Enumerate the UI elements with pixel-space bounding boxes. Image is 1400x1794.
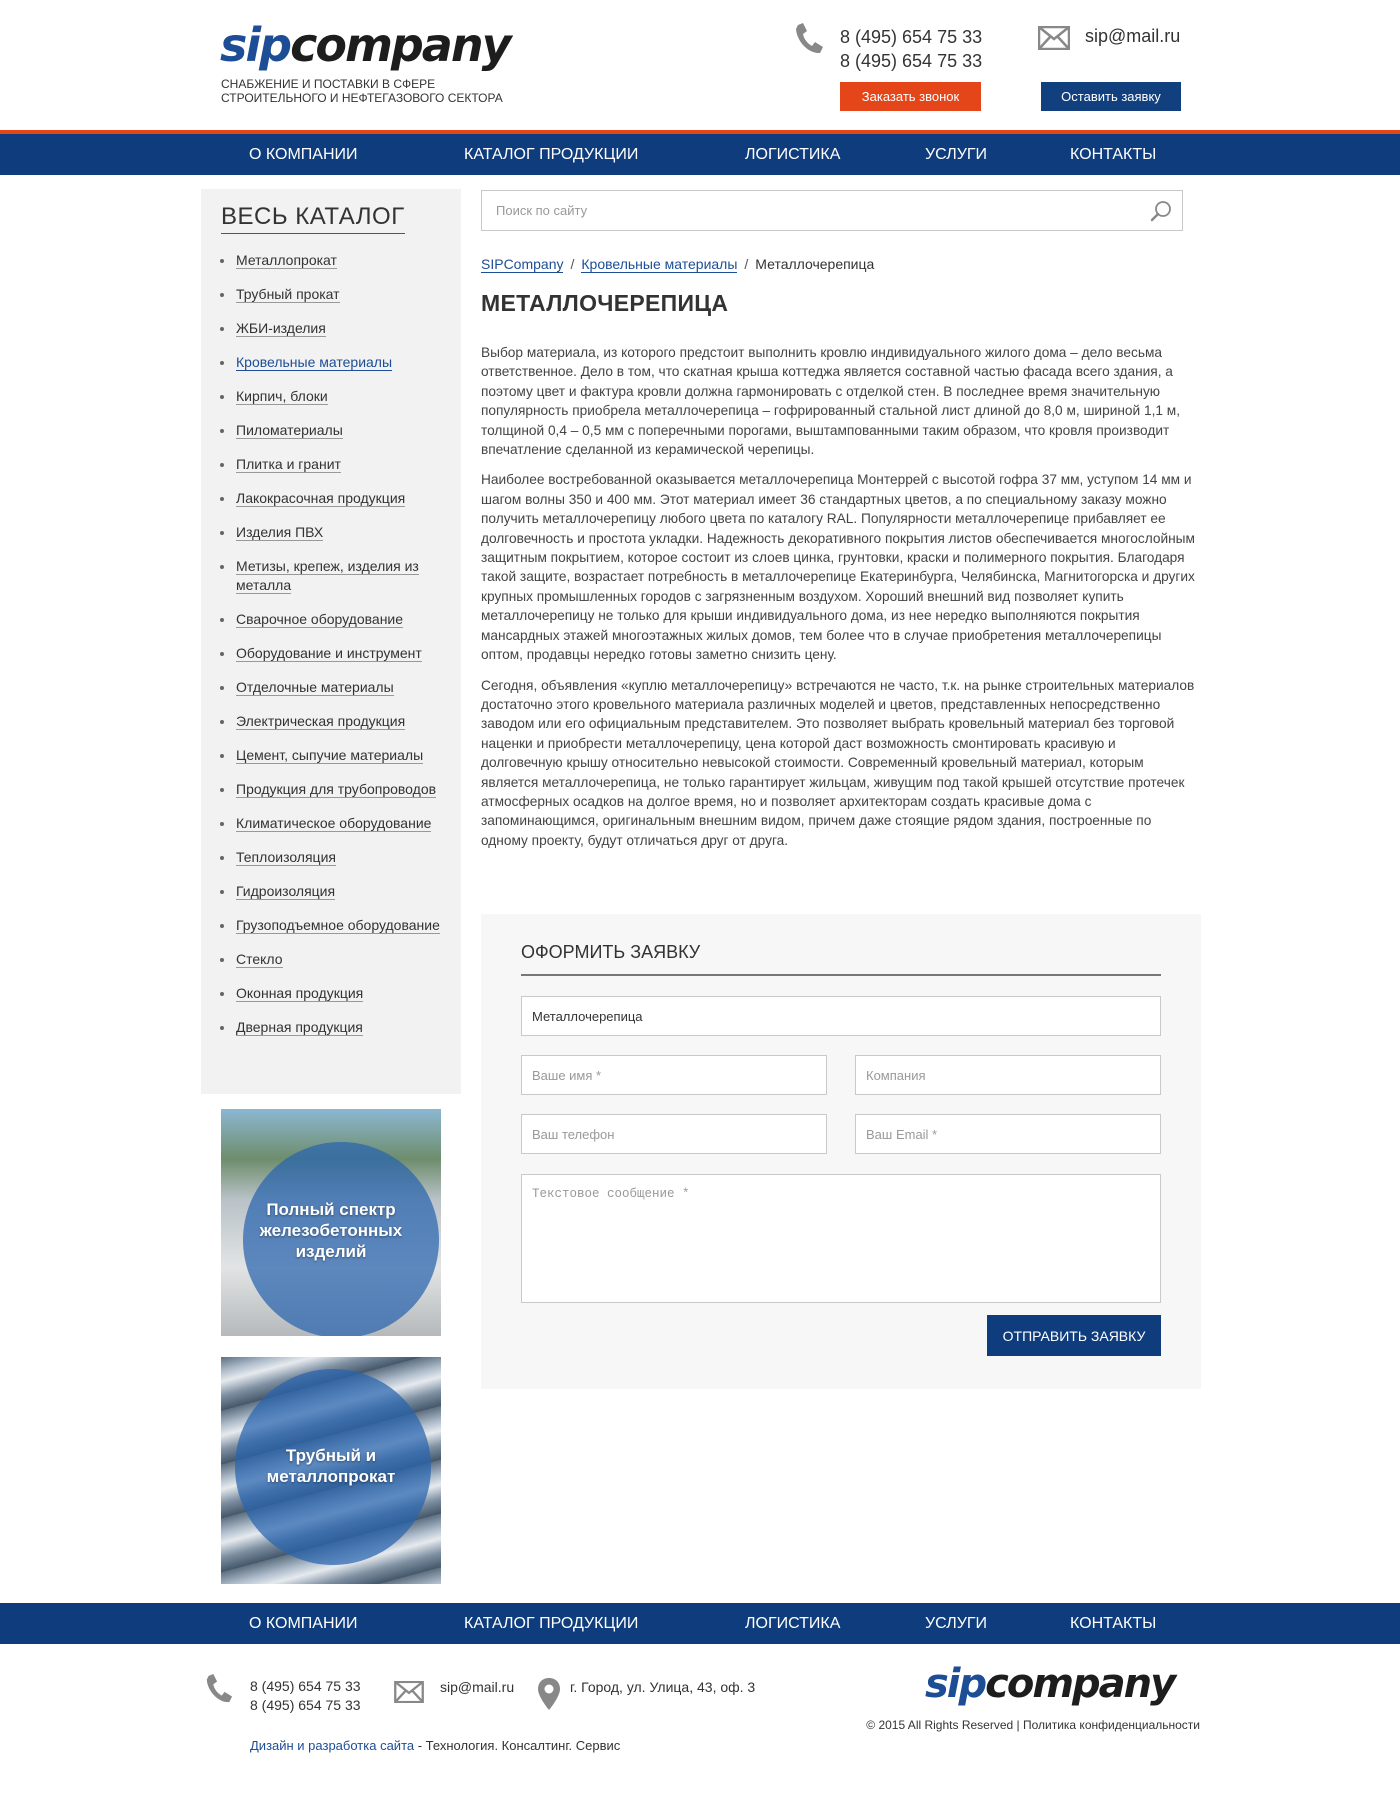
catalog-item[interactable]	[219, 678, 449, 697]
developer-link[interactable]: Дизайн и разработка сайта	[250, 1738, 415, 1753]
catalog-item[interactable]	[219, 1018, 449, 1037]
nav-item-catalog[interactable]: КАТАЛОГ ПРОДУКЦИИ	[464, 146, 639, 163]
article-paragraph: Выбор материала, из которого предстоит выполнить кровлю индивидуального жилого дома – дело весьма ответственное. Дело в том, что скатная крыша коттеджа является составной частью фасада всего здания, а поэтому цвет и фактура кровли должна гармонировать с отделкой стен. В последнее время значительную популярность приобрела металлочерепица – гофрированный стальной лист длиной до 8,0 м, шириной 1,1 м, толщиной 0,4 – 0,5 мм с поперечными порогами, выштампованными таким образом, что кровля производит впечатление сделанной из керамической черепицы.	[481, 345, 1181, 458]
tagline-line-2: СТРОИТЕЛЬНОГО И НЕФТЕГАЗОВОГО СЕКТОРА	[221, 91, 503, 105]
header-phone-1[interactable]: 8 (495) 654 75 33	[840, 27, 983, 47]
phone-field[interactable]	[522, 1115, 826, 1153]
footer-nav-item-about[interactable]: О КОМПАНИИ	[249, 1615, 358, 1632]
footer-phone-2[interactable]: 8 (495) 654 75 33	[250, 1697, 361, 1713]
footer-logo[interactable]	[925, 1661, 1175, 1707]
article-paragraph: Наиболее востребованной оказывается металлочерепица Монтеррей с высотой гофра 37 мм, уступом 14 мм и шагом волны 350 и 400 мм. Этот материал имеет 36 стандартных цветов, а по специальному заказу можно получить металлочерепицу любого цвета по каталогу RAL. Популярности металлочерепице прибавляет ее долговечность и простота укладки. Надежность декоративного покрытия листов обеспечивается многослойным защитным покрытием, которое состоит из слоев цинка, грунтовки, краски и полимерного покрытия. Благодаря такой защите, возрастает потребность в металлочерепице Екатеринбурга, Челябинска, Магнитогорска и других крупных промышленных городов с загрязненным воздухом. Хороший внешний вид позволяет купить металлочерепицу не только для крыши индивидуального дома, из нее нередко выполняются покрытия мансардных этажей многоэтажных жилых домов, тем более что в случае приобретения металлочерепицы оптом, продавцы нередко готовы заметно снизить цену.	[481, 472, 1195, 663]
site-header	[0, 0, 1400, 132]
message-field-wrap	[521, 1174, 1161, 1303]
search-input[interactable]	[496, 191, 1136, 230]
catalog-item-label[interactable]: Гидроизоляция	[236, 883, 336, 899]
catalog-item[interactable]	[219, 387, 449, 406]
catalog-item-label[interactable]: Теплоизоляция	[236, 849, 336, 865]
catalog-item[interactable]	[219, 984, 449, 1003]
logo-company-text: company	[290, 18, 510, 72]
footer-email[interactable]: sip@mail.ru	[440, 1679, 515, 1695]
catalog-item[interactable]	[219, 916, 449, 935]
catalog-item-label[interactable]: Оборудование и инструмент	[236, 645, 422, 661]
nav-item-about[interactable]: О КОМПАНИИ	[249, 146, 358, 163]
catalog-item-label[interactable]: Стекло	[236, 951, 283, 967]
breadcrumb-home[interactable]: SIPCompany	[481, 256, 564, 272]
footer-logo-company-text: company	[985, 1661, 1175, 1707]
catalog-item[interactable]	[219, 610, 449, 629]
breadcrumb-separator: /	[744, 256, 749, 272]
company-field-wrap	[855, 1055, 1161, 1095]
email-field[interactable]	[856, 1115, 1160, 1153]
site-tagline	[221, 77, 541, 105]
footer-phones	[250, 1677, 361, 1715]
mail-icon	[1038, 26, 1070, 50]
product-field-wrap	[521, 996, 1161, 1036]
catalog-item[interactable]	[219, 712, 449, 731]
breadcrumb-category[interactable]: Кровельные материалы	[581, 256, 738, 272]
promo-text: Трубный и металлопрокат	[266, 1446, 396, 1486]
catalog-item-label[interactable]: Грузоподъемное оборудование	[236, 917, 440, 933]
catalog-item-active[interactable]	[219, 353, 449, 372]
developer-credit	[250, 1738, 620, 1753]
nav-item-contacts[interactable]: КОНТАКТЫ	[1070, 146, 1157, 163]
phone-icon	[792, 22, 824, 56]
catalog-item-label[interactable]: Кирпич, блоки	[236, 388, 328, 404]
leave-request-button[interactable]: Оставить заявку	[1041, 82, 1181, 111]
catalog-item[interactable]	[219, 421, 449, 440]
footer-nav-item-services[interactable]: УСЛУГИ	[925, 1615, 988, 1632]
promo-banner-pipes[interactable]	[221, 1357, 441, 1584]
catalog-item-label[interactable]: Метизы, крепеж, изделия из металла	[236, 558, 419, 593]
request-form	[481, 914, 1201, 1389]
nav-item-services[interactable]: УСЛУГИ	[925, 146, 988, 163]
logo-sip-text: sip	[220, 18, 291, 72]
catalog-title[interactable]: ВЕСЬ КАТАЛОГ	[221, 203, 405, 234]
search-icon[interactable]	[1150, 200, 1172, 222]
page-title: МЕТАЛЛОЧЕРЕПИЦА	[481, 290, 729, 316]
footer-phone-1[interactable]: 8 (495) 654 75 33	[250, 1678, 361, 1694]
footer-logo-sip-text: sip	[925, 1661, 986, 1707]
catalog-item[interactable]	[219, 780, 449, 799]
catalog-list	[219, 251, 449, 1052]
catalog-item[interactable]	[219, 882, 449, 901]
catalog-item-label[interactable]: ЖБИ-изделия	[236, 320, 326, 336]
copyright: © 2015 All Rights Reserved | Политика конфиденциальности	[866, 1718, 1200, 1732]
footer-nav-item-logistics[interactable]: ЛОГИСТИКА	[745, 1615, 841, 1632]
header-phone-2[interactable]: 8 (495) 654 75 33	[840, 51, 983, 71]
name-field[interactable]	[522, 1056, 826, 1094]
catalog-item-label[interactable]: Отделочные материалы	[236, 679, 394, 695]
catalog-item-label[interactable]: Кровельные материалы	[236, 354, 393, 370]
article-body	[481, 343, 1201, 861]
catalog-item-label[interactable]: Изделия ПВХ	[236, 524, 324, 540]
name-field-wrap	[521, 1055, 827, 1095]
catalog-item[interactable]	[219, 489, 449, 508]
promo-banner-concrete[interactable]	[221, 1109, 441, 1336]
breadcrumb	[481, 256, 874, 272]
catalog-item-label[interactable]: Пиломатериалы	[236, 422, 343, 438]
header-email[interactable]: sip@mail.ru	[1085, 26, 1181, 46]
tagline-line-1: СНАБЖЕНИЕ И ПОСТАВКИ В СФЕРЕ	[221, 77, 436, 91]
catalog-item[interactable]	[219, 523, 449, 542]
catalog-item-label[interactable]: Плитка и гранит	[236, 456, 341, 472]
catalog-item[interactable]	[219, 455, 449, 474]
catalog-item-label[interactable]: Оконная продукция	[236, 985, 364, 1001]
location-pin-icon	[537, 1677, 561, 1711]
catalog-sidebar	[201, 189, 461, 1094]
catalog-item[interactable]	[219, 285, 449, 304]
company-field[interactable]	[856, 1056, 1160, 1094]
catalog-item[interactable]	[219, 848, 449, 867]
catalog-item-label[interactable]: Электрическая продукция	[236, 713, 406, 729]
catalog-item[interactable]	[219, 644, 449, 663]
site-logo[interactable]	[220, 18, 510, 72]
header-phones	[840, 25, 982, 73]
footer-nav-item-contacts[interactable]: КОНТАКТЫ	[1070, 1615, 1157, 1632]
catalog-item[interactable]	[219, 950, 449, 969]
product-field[interactable]	[522, 997, 1160, 1035]
nav-item-logistics[interactable]: ЛОГИСТИКА	[745, 146, 841, 163]
footer-nav	[0, 1603, 1400, 1644]
footer-address: г. Город, ул. Улица, 43, оф. 3	[570, 1679, 756, 1695]
catalog-item-label[interactable]: Сварочное оборудование	[236, 611, 404, 627]
catalog-item-label[interactable]: Продукция для трубопроводов	[236, 781, 437, 797]
footer-nav-item-catalog[interactable]: КАТАЛОГ ПРОДУКЦИИ	[464, 1615, 639, 1632]
breadcrumb-separator: /	[570, 256, 575, 272]
main-nav	[0, 134, 1400, 175]
promo-text: Полный спектр железобетонных изделий	[259, 1200, 403, 1261]
catalog-item-label[interactable]: Лакокрасочная продукция	[236, 490, 406, 506]
article-paragraph: Сегодня, объявления «куплю металлочерепицу» встречаются не часто, т.к. на рынке строительных материалов достаточно этого кровельного материала различных моделей и цветов, представленных непосредственно заводом или его официальным представителем. Это позволяет выбрать кровельный материал без торговой наценки и приобрести металлочерепицу, цена которой даст возможность смонтировать красивую и долговечную крышу относительно невысокой стоимости. Современный кровельный материал, которым является металлочерепица, не только гарантирует жильцам, живущим под такой крышей отсутствие протечек атмосферных осадков на долгое время, но и позволяет архитекторам создать красивые дома с запоминающимся, оригинальным внешним видом, причем даже стоящие рядом здания, построенные по одному проекту, будут отличаться друг от друга.	[481, 677, 1195, 848]
form-title: ОФОРМИТЬ ЗАЯВКУ	[521, 942, 1161, 976]
catalog-item[interactable]	[219, 746, 449, 765]
phone-field-wrap	[521, 1114, 827, 1154]
catalog-item-label[interactable]: Климатическое оборудование	[236, 815, 432, 831]
catalog-item[interactable]	[219, 251, 449, 270]
catalog-item-label[interactable]: Цемент, сыпучие материалы	[236, 747, 424, 763]
breadcrumb-current: Металлочерепица	[755, 256, 875, 272]
catalog-item[interactable]	[219, 319, 449, 338]
mail-icon	[394, 1681, 424, 1703]
phone-icon	[203, 1672, 233, 1706]
catalog-item-label[interactable]: Дверная продукция	[236, 1019, 363, 1035]
catalog-item-label[interactable]: Трубный прокат	[236, 286, 340, 302]
developer-credit-rest: - Технология. Консалтинг. Сервис	[414, 1738, 621, 1753]
message-field[interactable]	[522, 1175, 1160, 1302]
submit-request-button[interactable]: ОТПРАВИТЬ ЗАЯВКУ	[987, 1315, 1161, 1356]
catalog-item-label[interactable]: Металлопрокат	[236, 252, 337, 268]
site-search	[481, 190, 1183, 231]
email-field-wrap	[855, 1114, 1161, 1154]
catalog-item[interactable]	[219, 557, 449, 595]
request-call-button[interactable]: Заказать звонок	[840, 82, 981, 111]
catalog-item[interactable]	[219, 814, 449, 833]
